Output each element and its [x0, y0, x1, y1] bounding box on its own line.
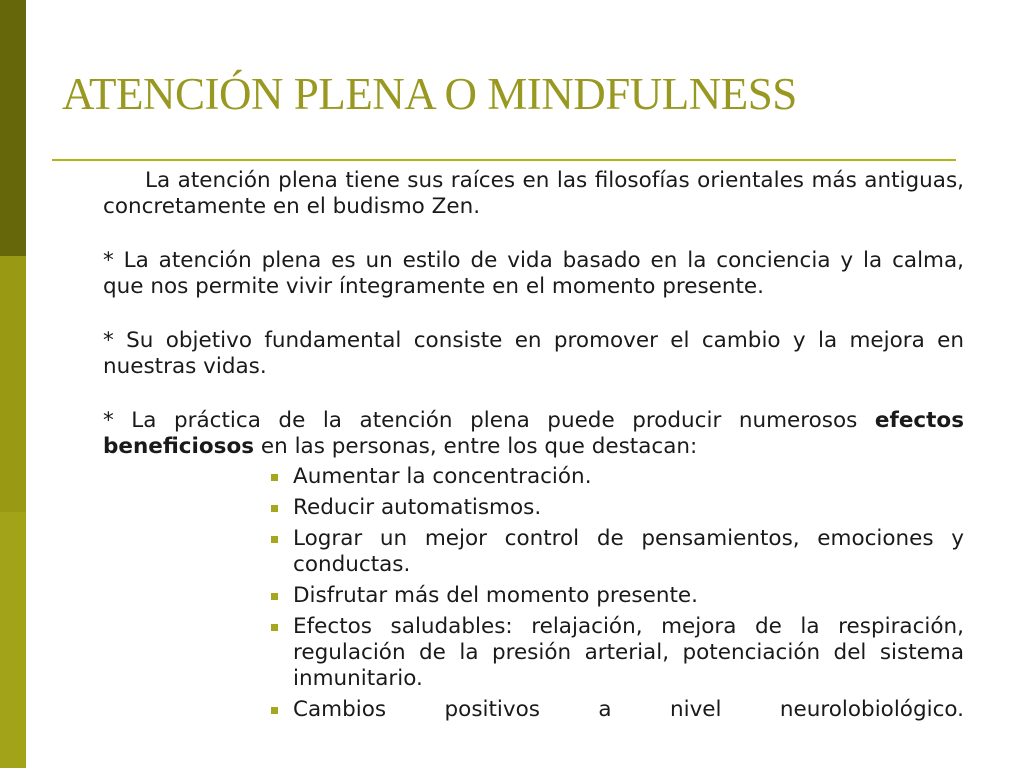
- list-item: [293, 697, 964, 723]
- paragraph-lifestyle: * La atención plena es un estilo de vida basado en la conciencia y la calma, que nos permite vivir íntegramente en el momento presente.: [103, 248, 964, 299]
- list-item-text: Disfrutar más del momento presente.: [293, 583, 698, 608]
- list-item-text: Cambios positivos a nivel neurolobiológico.: [293, 697, 964, 722]
- list-item: [293, 583, 964, 609]
- paragraph-objective: * Su objetivo fundamental consiste en promover el cambio y la mejora en nuestras vidas.: [103, 328, 964, 379]
- square-bullet-icon: [271, 505, 278, 512]
- intro-paragraph: La atención plena tiene sus raíces en las filosofías orientales más antiguas, concretamente en el budismo Zen.: [103, 168, 964, 219]
- benefits-suffix: en las personas, entre los que destacan:: [254, 434, 698, 459]
- list-item: [293, 495, 964, 521]
- square-bullet-icon: [271, 707, 278, 714]
- benefits-list: [103, 464, 964, 723]
- square-bullet-icon: [271, 624, 278, 631]
- side-bar-middle: [0, 256, 26, 512]
- list-item-text: Aumentar la concentración.: [293, 464, 592, 489]
- paragraph-benefits: [103, 408, 964, 460]
- side-bar-bottom: [0, 512, 26, 768]
- list-item: [293, 526, 964, 578]
- title-divider: [52, 159, 956, 161]
- benefits-prefix: * La práctica de la atención plena puede producir numerosos: [103, 408, 875, 433]
- benefits-bold: efectos beneficiosos: [103, 408, 964, 459]
- list-item-text: Lograr un mejor control de pensamientos, emociones y conductas.: [293, 526, 964, 577]
- list-item: [293, 614, 964, 692]
- square-bullet-icon: [271, 474, 278, 481]
- slide-body: [103, 168, 964, 728]
- side-bar-top: [0, 0, 26, 256]
- square-bullet-icon: [271, 593, 278, 600]
- list-item: [293, 464, 964, 490]
- square-bullet-icon: [271, 536, 278, 543]
- list-item-text: Reducir automatismos.: [293, 495, 542, 520]
- slide-title: ATENCIÓN PLENA O MINDFULNESS: [62, 69, 797, 119]
- list-item-text: Efectos saludables: relajación, mejora de la respiración, regulación de la presión arterial, potenciación del sistema inmunitario.: [293, 614, 964, 691]
